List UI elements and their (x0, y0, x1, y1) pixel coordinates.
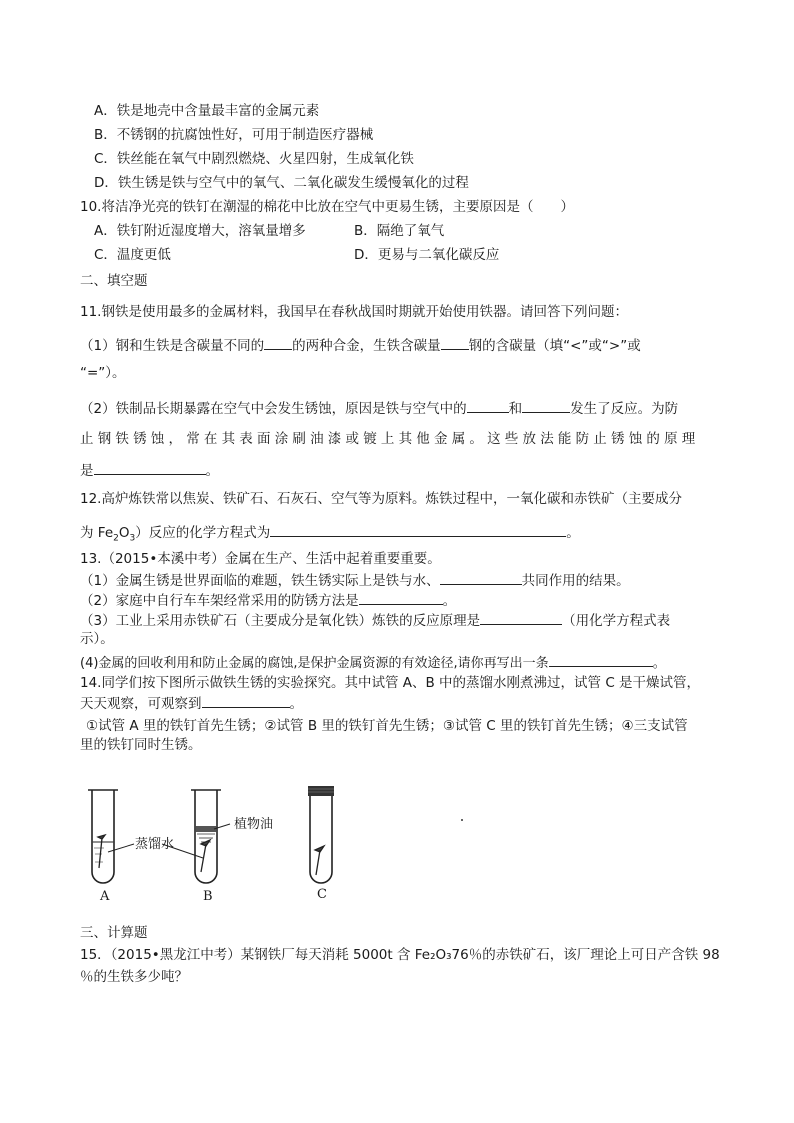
label-distilled-water: 蒸馏水 (135, 837, 175, 852)
q9-option-b: B．不锈钢的抗腐蚀性好，可用于制造医疗器械 (94, 127, 374, 143)
label-vegetable-oil: 植物油 (234, 817, 274, 832)
q15-line2: ％的生铁多少吨？ (80, 969, 188, 985)
q13-part2-text-b: 。 (442, 593, 457, 609)
q13-stem: 13.（2015•本溪中考）金属在生产、生活中起着重要重要。 (80, 551, 441, 567)
q9-option-d: D．铁生锈是铁与空气中的氧气、二氧化碳发生缓慢氧化的过程 (94, 175, 469, 191)
q11-part1-text-a: （1）钢和生铁是含碳量不同的 (80, 338, 265, 354)
q12-sub-2: 2 (113, 533, 119, 544)
q13-part1-text-b: 共同作用的结果。 (521, 573, 630, 589)
tube-c-label: C (317, 887, 327, 902)
q12-text-end: 。 (566, 525, 580, 541)
q10-option-c: C．温度更低 (94, 247, 171, 263)
q13-part3-text-b: （用化学方程式表 (562, 613, 671, 629)
q10-stem: 10.将洁净光亮的铁钉在潮湿的棉花中比放在空气中更易生锈，主要原因是（ ） (80, 199, 574, 215)
q12-line2 (80, 522, 580, 548)
q14-text-b: 。 (289, 696, 303, 712)
q10-option-b: B．隔绝了氧气 (354, 223, 445, 239)
q11-part2-line3 (80, 460, 219, 480)
q13-blank-3[interactable] (480, 610, 562, 625)
q11-part1-end: “=”）。 (80, 365, 126, 381)
section-heading-fill-in: 二、填空题 (80, 273, 148, 289)
tube-b (191, 790, 221, 883)
q11-part2-line2: 止钢铁锈蚀，常在其表面涂刷油漆或镀上其他金属。这些放法能防止锈蚀的原理 (80, 431, 700, 447)
q10-option-d: D．更易与二氧化碳反应 (354, 247, 500, 263)
q14-text-a: 天天观察，可观察到 (80, 696, 202, 712)
q13-part3-end: 示）。 (80, 631, 114, 647)
q12-blank[interactable] (270, 522, 566, 537)
q10-option-a: A．铁钉附近湿度增大，溶氧量增多 (94, 223, 306, 239)
tube-a (88, 790, 118, 883)
q11-part1 (80, 335, 641, 355)
q12-sub-3: 3 (129, 533, 136, 544)
q13-part2 (80, 590, 456, 610)
q13-part1-text-a: （1）金属生锈是世界面临的难题，铁生锈实际上是铁与水、 (80, 573, 440, 589)
tube-b-label: B (203, 889, 213, 904)
q11-part2-text-b: 和 (508, 401, 523, 417)
q11-part2-text-c: 发生了反应。为防 (570, 401, 679, 417)
q11-part2 (80, 398, 678, 418)
q11-part2-text-e: 是 (80, 463, 94, 479)
tube-c (308, 786, 334, 883)
q15-line1: 15．（2015•黑龙江中考）某钢铁厂每天消耗 5000t 含 Fe₂O₃76％的赤铁矿石，该厂理论上可日产含铁 98 (80, 947, 720, 963)
q11-blank-5[interactable] (94, 460, 206, 475)
q11-blank-1[interactable] (264, 335, 292, 350)
q13-part1 (80, 570, 630, 590)
q11-blank-2[interactable] (441, 335, 469, 350)
q14-blank[interactable] (202, 693, 290, 708)
q13-blank-4[interactable] (549, 652, 653, 667)
q13-part2-text-a: （2）家庭中自行车车架经常采用的防锈方法是 (80, 593, 359, 609)
section-heading-calculation: 三、计算题 (80, 925, 148, 941)
q11-blank-4[interactable] (522, 398, 570, 413)
q14-line2 (80, 693, 303, 713)
q14-options-line2: 里的铁钉同时生锈。 (80, 737, 202, 753)
q13-blank-1[interactable] (440, 570, 522, 585)
q12-line1: 12.高炉炼铁常以焦炭、铁矿石、石灰石、空气等为原料。炼铁过程中，一氧化碳和赤铁矿（主要成分 (80, 491, 682, 507)
q9-option-a: A．铁是地壳中含量最丰富的金属元素 (94, 103, 320, 119)
q13-part4 (80, 652, 666, 673)
q12-text-b: ）反应的化学方程式为 (135, 525, 271, 541)
q13-part3 (80, 610, 670, 630)
q13-part3-text-a: （3）工业上采用赤铁矿石（主要成分是氧化铁）炼铁的反应原理是 (80, 613, 481, 629)
q13-blank-2[interactable] (359, 590, 443, 605)
q9-option-c: C．铁丝能在氧气中剧烈燃烧、火星四射，生成氧化铁 (94, 151, 414, 167)
tube-a-label: A (100, 889, 110, 904)
q12-text-o: O (118, 525, 130, 541)
stray-dot (461, 819, 463, 821)
q13-part4-text-b: 。 (652, 656, 666, 671)
q11-part1-text-c: 钢的含碳量（填“<”或“>”或 (468, 338, 641, 354)
q11-part2-text-a: （2）铁制品长期暴露在空气中会发生锈蚀，原因是铁与空气中的 (80, 401, 467, 417)
q11-blank-3[interactable] (467, 398, 509, 413)
test-tube-figure (80, 780, 380, 910)
q13-part4-text-a: (4)金属的回收利用和防止金属的腐蚀,是保护金属资源的有效途径,请你再写出一条 (80, 656, 549, 671)
q11-part2-text-f: 。 (205, 463, 219, 479)
q12-text-a: 为 Fe (80, 525, 114, 541)
q11-stem: 11.钢铁是使用最多的金属材料，我国早在春秋战国时期就开始使用铁器。请回答下列问题： (80, 304, 628, 320)
q14-options-line1: ①试管 A 里的铁钉首先生锈；②试管 B 里的铁钉首先生锈；③试管 C 里的铁钉首先生锈；④三支试管 (86, 718, 688, 734)
q11-part1-text-b: 的两种合金，生铁含碳量 (292, 338, 441, 354)
q14-line1: 14.同学们按下图所示做铁生锈的实验探究。其中试管 A、B 中的蒸馏水刚煮沸过，试管 C 是干燥试管， (80, 675, 701, 691)
